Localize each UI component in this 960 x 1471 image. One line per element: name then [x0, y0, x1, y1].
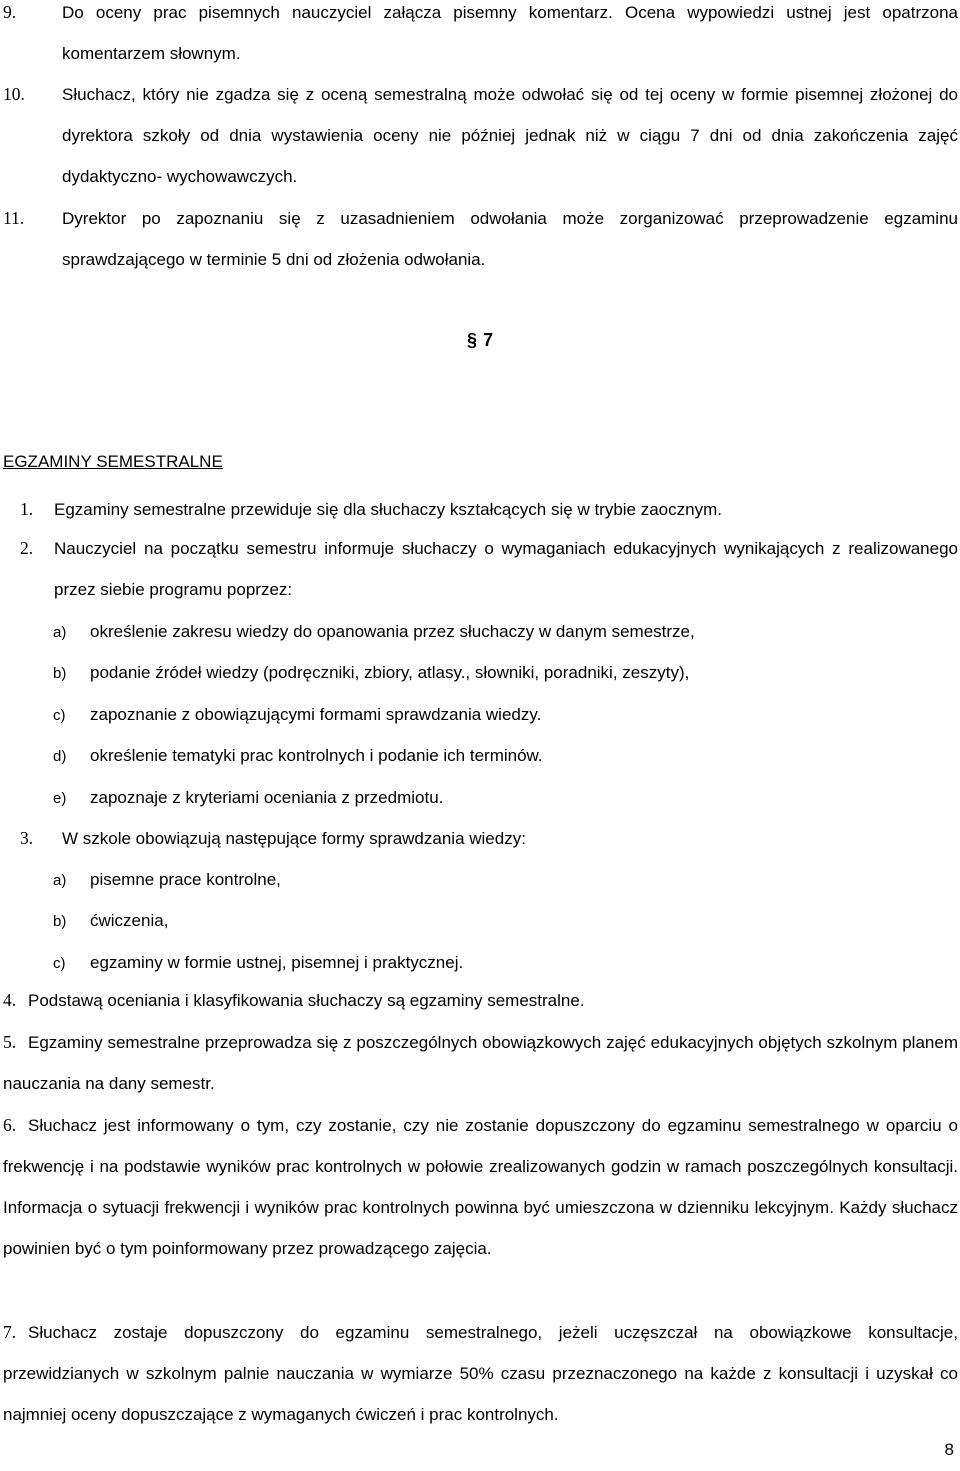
sub-label: a) — [53, 624, 67, 641]
list-text: Nauczyciel na początku semestru informuje słuchaczy o wymaganiach edukacyjnych wynikających z realizowanego przez siebie programu poprzez: — [54, 539, 958, 599]
list-text: Słuchacz, który nie zgadza się z oceną semestralną może odwołać się od tej oceny w formie pisemnej złożonej do dyrektora szkoły od dnia wystawienia oceny nie później jednak niż w ciągu 7 dni od dnia zakończenia zajęć dydaktyczno- wychowawczych. — [62, 85, 958, 186]
sub-label: a) — [53, 872, 67, 889]
sub-label: c) — [53, 707, 66, 724]
sub-label: e) — [53, 790, 67, 807]
list-text: Podstawą oceniania i klasyfikowania słuchaczy są egzaminy semestralne. — [28, 991, 585, 1010]
sub-text: zapoznaje z kryteriami oceniania z przedmiotu. — [90, 788, 444, 807]
list-text: Dyrektor po zapoznaniu się z uzasadnieniem odwołania może zorganizować przeprowadzenie egzaminu sprawdzającego w terminie 5 dni od złożenia odwołania. — [62, 209, 958, 269]
list-number: 11. — [3, 208, 25, 228]
sub-list-item — [53, 735, 953, 777]
sub-label: d) — [53, 748, 67, 765]
sub-text: ćwiczenia, — [90, 911, 169, 930]
sub-list-item — [53, 652, 953, 694]
section-number: 7 — [483, 330, 494, 350]
page-number: 8 — [944, 1440, 954, 1459]
sub-text: egzaminy w formie ustnej, pisemnej i praktycznej. — [90, 953, 464, 972]
sub-text: określenie zakresu wiedzy do opanowania przez słuchaczy w danym semestrze, — [90, 622, 695, 641]
sub-text: podanie źródeł wiedzy (podręczniki, zbiory, atlasy., słowniki, poradniki, zeszyty), — [90, 663, 690, 682]
list-text: Do oceny prac pisemnych nauczyciel załącza pisemny komentarz. Ocena wypowiedzi ustnej jest opatrzona komentarzem słownym. — [62, 3, 958, 63]
list-number: 10. — [3, 84, 25, 104]
sub-list-item — [53, 611, 953, 653]
list-number: 4. — [3, 990, 17, 1010]
list-number: 2. — [20, 538, 34, 558]
sub-text: zapoznanie z obowiązującymi formami sprawdzania wiedzy. — [90, 705, 542, 724]
list-text: Słuchacz zostaje dopuszczony do egzaminu semestralnego, jeżeli uczęszczał na obowiązkowe konsultacje, przewidzianych w szkolnym palnie nauczania w wymiarze 50% czasu przeznaczonego na każde z konsultacji i uzyskał co najmniej oceny dopuszczające z wymaganych ćwiczeń i prac kontrolnych. — [3, 1323, 958, 1424]
section-title: EGZAMINY SEMESTRALNE — [3, 452, 223, 471]
list-text: W szkole obowiązują następujące formy sprawdzania wiedzy: — [62, 829, 526, 848]
list-text: Słuchacz jest informowany o tym, czy zostanie, czy nie zostanie dopuszczony do egzaminu semestralnego w oparciu o frekwencję i na podstawie wyników prac kontrolnych w połowie zrealizowanych godzin w ramach poszczególnych konsultacji. Informacja o sytuacji frekwencji i wyników prac kontrolnych powinna być umieszczona w dzienniku lekcyjnym. Każdy słuchacz powinien być o tym poinformowany przez prowadzącego zajęcia. — [3, 1116, 958, 1258]
list-number: 3. — [20, 828, 34, 848]
sub-label: b) — [53, 665, 67, 682]
list-text: Egzaminy semestralne przewiduje się dla słuchaczy kształcących się w trybie zaocznym. — [54, 500, 722, 519]
list-text: Egzaminy semestralne przeprowadza się z poszczególnych obowiązkowych zajęć edukacyjnych objętych szkolnym planem nauczania na dany semestr. — [3, 1033, 958, 1093]
sub-text: pisemne prace kontrolne, — [90, 870, 281, 889]
list-number: 1. — [20, 499, 34, 519]
sub-label: b) — [53, 913, 67, 930]
list-number: 7. — [3, 1322, 17, 1342]
paragraph-symbol: § — [466, 330, 477, 350]
sub-list-item — [53, 900, 953, 942]
list-number: 6. — [3, 1115, 17, 1135]
sub-list-item — [53, 694, 953, 736]
sub-text: określenie tematyki prac kontrolnych i podanie ich terminów. — [90, 746, 543, 765]
list-number: 5. — [3, 1032, 17, 1052]
sub-label: c) — [53, 955, 66, 972]
section-heading — [0, 330, 960, 351]
sub-list-item — [53, 859, 953, 901]
sub-list-item — [53, 942, 953, 984]
list-number: 9. — [3, 2, 17, 22]
sub-list-item — [53, 777, 953, 819]
